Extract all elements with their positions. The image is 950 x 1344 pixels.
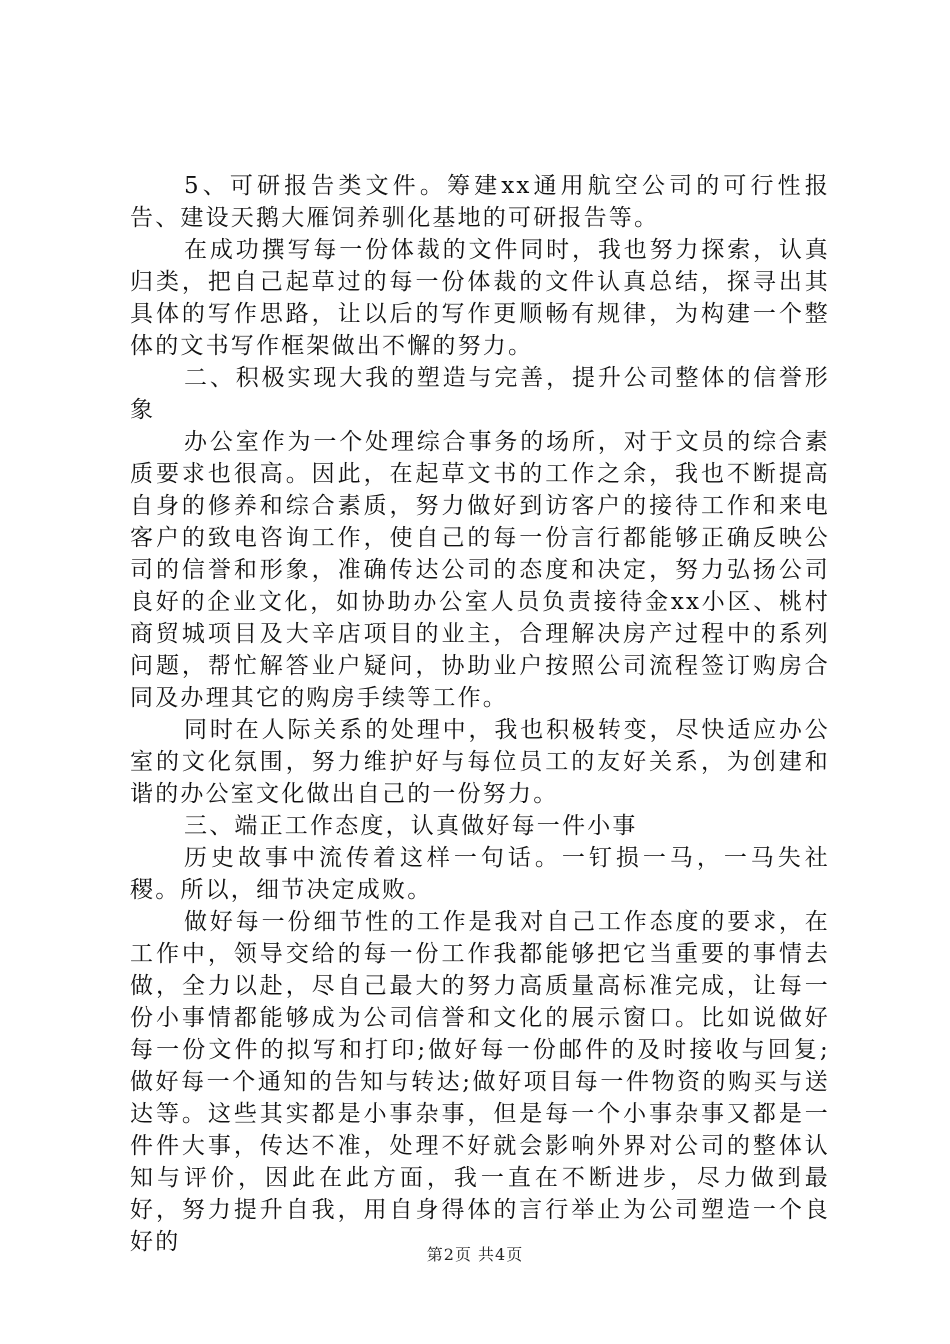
section-heading-three: 三、端正工作态度，认真做好每一件小事 — [184, 813, 638, 839]
paragraph-relations: 同时在人际关系的处理中，我也积极转变，尽快适应办公室的文化氛围，努力维护好与每位员工的友好关系，为创建和谐的办公室文化做出自己的一份努力。 — [130, 717, 830, 807]
paragraph-writing-summary: 在成功撰写每一份体裁的文件同时，我也努力探索，认真归类，把自己起草过的每一份体裁的文件认真总结，探寻出其具体的写作思路，让以后的写作更顺畅有规律，为构建一个整体的文书写作框架做出不懈的努力。 — [130, 237, 830, 359]
paragraph-history-story: 历史故事中流传着这样一句话。一钉损一马，一马失社稷。所以，细节决定成败。 — [130, 845, 830, 903]
paragraph-details-work: 做好每一份细节性的工作是我对自己工作态度的要求，在工作中，领导交给的每一份工作我都能够把它当重要的事情去做，全力以赴，尽自己最大的努力高质量高标准完成，让每一份小事情都能够成为公司信誉和文化的展示窗口。比如说做好每一份文件的拟写和打印;做好每一份邮件的及时接收与回复;做好每一个通知的告知与转达;做好项目每一件物资的购买与送达等。这些其实都是小事杂事，但是每一个小事杂事又都是一件件大事，传达不准，处理不好就会影响外界对公司的整体认知与评价，因此在此方面，我一直在不断进步，尽力做到最好，努力提升自我，用自身得体的言行举止为公司塑造一个良好的 — [130, 909, 830, 1255]
page-number-footer: 第2页 共4页 — [426, 1245, 524, 1264]
paragraph-feasibility-reports: 5、可研报告类文件。筹建xx通用航空公司的可行性报告、建设天鹅大雁饲养驯化基地的可研报告等。 — [130, 173, 830, 231]
section-heading-two: 二、积极实现大我的塑造与完善，提升公司整体的信誉形象 — [130, 365, 830, 423]
document-body — [130, 170, 830, 1258]
paragraph-office-role: 办公室作为一个处理综合事务的场所，对于文员的综合素质要求也很高。因此，在起草文书的工作之余，我也不断提高自身的修养和综合素质，努力做好到访客户的接待工作和来电客户的致电咨询工作，使自己的每一份言行都能够正确反映公司的信誉和形象，准确传达公司的态度和决定，努力弘扬公司良好的企业文化，如协助办公室人员负责接待金xx小区、桃村商贸城项目及大辛店项目的业主，合理解决房产过程中的系列问题，帮忙解答业户疑问，协助业户按照公司流程签订购房合同及办理其它的购房手续等工作。 — [130, 429, 830, 711]
